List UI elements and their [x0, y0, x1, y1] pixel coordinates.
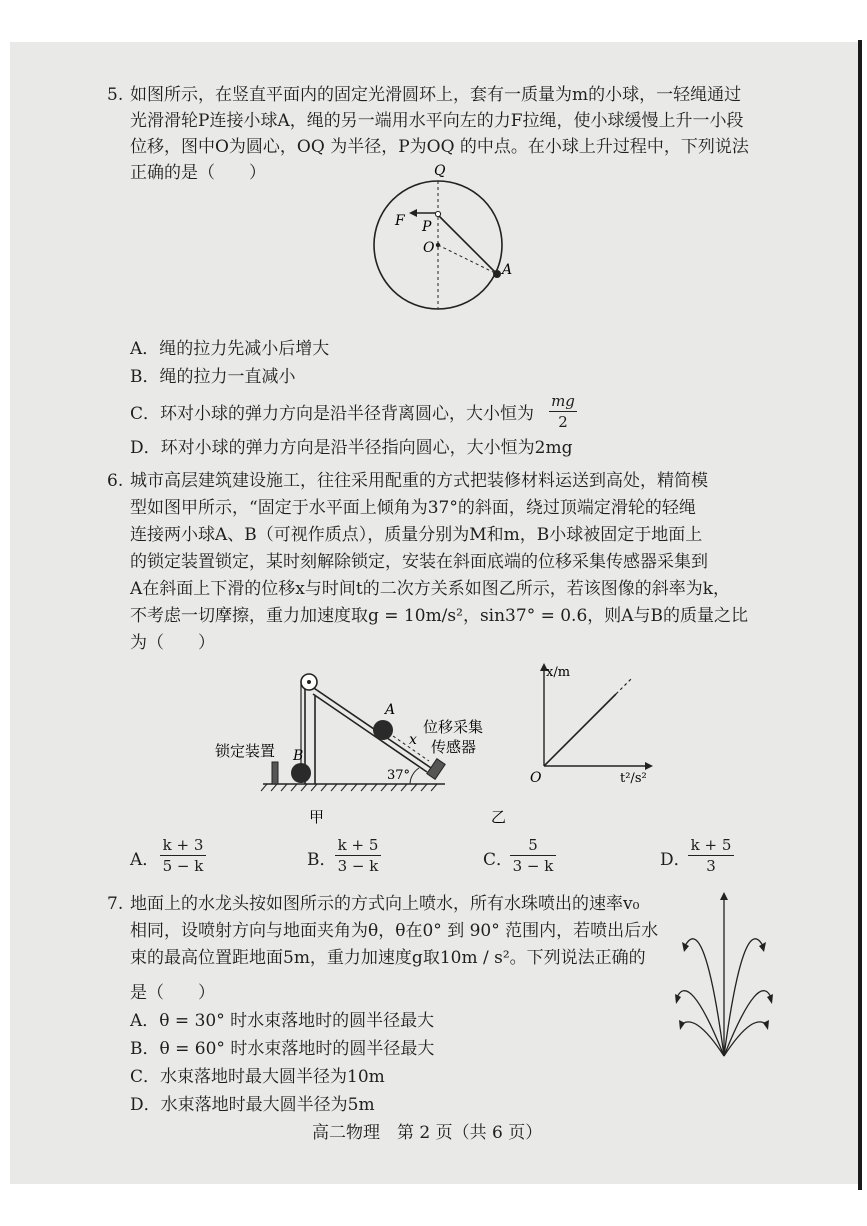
- q5-label-p: P: [422, 219, 432, 235]
- q6-option-c-label: C．: [483, 850, 514, 870]
- q6-line-4: 的锁定装置锁定，某时刻解除锁定，安装在斜面底端的位移采集传感器采集到: [130, 552, 708, 572]
- q6-sensor-label-1: 位移采集: [423, 718, 484, 736]
- q6-option-d-num: k + 5: [690, 836, 732, 854]
- q6-label-x: x: [409, 732, 417, 748]
- q7-line-2: 相同，设喷射方向与地面夹角为θ，θ在0° 到 90° 范围内，若喷出后水: [130, 921, 659, 941]
- q5-label-f: F: [395, 213, 405, 229]
- q5-label-q: Q: [434, 163, 446, 179]
- q7-number: 7.: [107, 894, 124, 914]
- q6-option-a-den: 5 − k: [162, 857, 204, 875]
- q6-incline-figure: [205, 662, 505, 827]
- q6-lock-label: 锁定装置: [215, 742, 276, 760]
- q7-line-4: 是（ ）: [130, 983, 215, 1003]
- q7-line-3: 束的最高位置距地面5m，重力加速度g取10m / s²。下列说法正确的: [130, 948, 646, 968]
- q6-option-c-fraction: [510, 836, 556, 875]
- q7-line-1: 地面上的水龙头按如图所示的方式向上喷水，所有水珠喷出的速率v₀: [130, 894, 640, 914]
- page-border: [858, 40, 862, 1190]
- q6-sensor-label-2: 传感器: [431, 738, 477, 756]
- q6-option-b-label: B．: [307, 850, 337, 870]
- q6-option-b-den: 3 − k: [337, 857, 379, 875]
- q5-line-4: 正确的是（ ）: [130, 163, 266, 183]
- q6-label-angle: 37°: [387, 768, 411, 783]
- q5-line-1: 如图所示，在竖直平面内的固定光滑圆环上，套有一质量为m的小球，一轻绳通过: [130, 85, 742, 105]
- q6-line-3: 连接两小球A、B（可视作质点），质量分别为M和m，B小球被固定于地面上: [130, 525, 703, 545]
- q6-graph-origin: O: [530, 770, 542, 786]
- q6-option-b-fraction: [335, 836, 381, 875]
- q5-ring-figure: [365, 162, 515, 320]
- q6-graph-ylabel: x/m: [546, 665, 571, 680]
- q6-xt-graph: [491, 660, 660, 828]
- q6-option-a-fraction: [160, 836, 206, 875]
- q5-option-c: C．环对小球的弹力方向是沿半径背离圆心，大小恒为: [130, 404, 535, 424]
- q6-option-d-label: D．: [660, 850, 691, 870]
- q6-option-c-num: 5: [528, 836, 538, 854]
- q6-label-b: B: [293, 748, 304, 764]
- q6-option-d-den: 3: [706, 857, 716, 875]
- q5-option-c-num: mg: [551, 392, 575, 410]
- q5-line-3: 位移，图中O为圆心，OQ 为半径，P为OQ 的中点。在小球上升过程中，下列说法: [130, 137, 749, 157]
- q6-option-a-num: k + 3: [162, 836, 204, 854]
- q6-option-a-label: A．: [130, 850, 160, 870]
- q6-line-2: 型如图甲所示，“固定于水平面上倾角为37°的斜面，绕过顶端定滑轮的轻绳: [130, 498, 696, 518]
- q6-line-6: 不考虑一切摩擦，重力加速度取g = 10m/s²，sin37° = 0.6，则A与B的质量之比: [130, 606, 749, 626]
- q5-label-a: A: [502, 262, 513, 278]
- q5-line-2: 光滑滑轮P连接小球A，绳的另一端用水平向左的力F拉绳，使小球缓慢上升一小段: [130, 111, 744, 131]
- q7-option-c: C．水束落地时最大圆半径为10m: [130, 1067, 385, 1087]
- q7-option-b: B．θ = 60° 时水束落地时的圆半径最大: [130, 1039, 435, 1059]
- q6-line-5: A在斜面上下滑的位移x与时间t的二次方关系如图乙所示，若该图像的斜率为k，: [130, 579, 730, 599]
- q6-caption-yi: 乙: [491, 808, 507, 826]
- page-footer: 高二物理 第 2 页（共 6 页）: [312, 1123, 543, 1143]
- q6-option-c-den: 3 − k: [512, 857, 554, 875]
- q6-line-1: 城市高层建筑建设施工，往往采用配重的方式把装修材料运送到高处，精简模: [130, 471, 708, 491]
- q7-fountain-figure: [674, 886, 778, 1066]
- q7-option-a: A．θ = 30° 时水束落地时的圆半径最大: [130, 1011, 435, 1031]
- q6-caption-jia: 甲: [309, 808, 325, 826]
- q6-graph-xlabel: t²/s²: [620, 771, 647, 786]
- q5-option-d: D．环对小球的弹力方向是沿半径指向圆心，大小恒为2mg: [130, 438, 573, 458]
- q6-label-a: A: [385, 702, 396, 718]
- q5-option-a: A．绳的拉力先减小后增大: [130, 339, 330, 359]
- q5-option-b: B．绳的拉力一直减小: [130, 367, 296, 387]
- q6-number: 6.: [107, 471, 124, 491]
- q5-option-c-den: 2: [558, 413, 568, 431]
- q5-option-c-fraction: [549, 392, 577, 431]
- q5-label-o: O: [423, 240, 435, 256]
- q6-line-7: 为（ ）: [130, 633, 215, 653]
- q6-option-b-num: k + 5: [337, 836, 379, 854]
- q6-option-d-fraction: [688, 836, 734, 875]
- q7-option-d: D．水束落地时最大圆半径为5m: [130, 1095, 375, 1115]
- q5-number: 5.: [107, 85, 124, 105]
